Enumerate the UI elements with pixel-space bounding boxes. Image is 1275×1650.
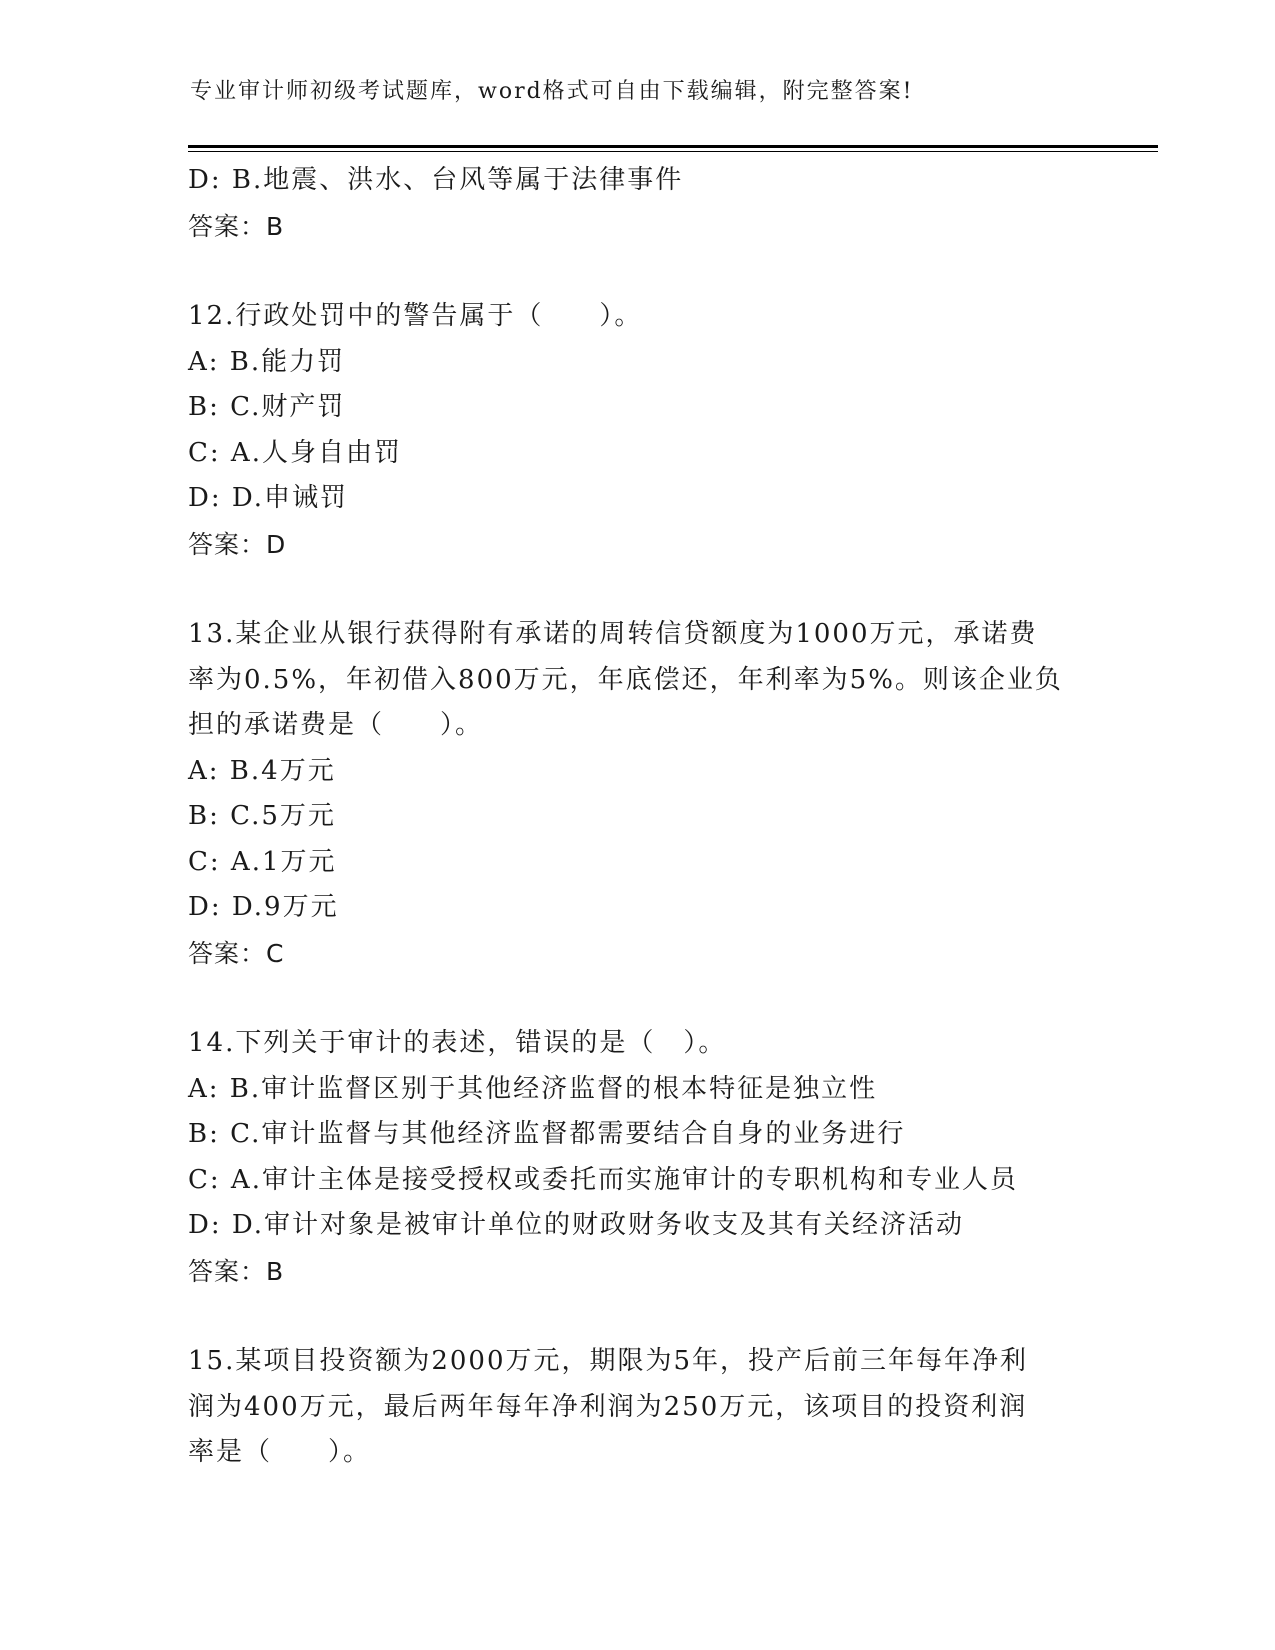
carryover-answer: 答案：B — [188, 211, 285, 241]
option-b: B: C.5万元 — [188, 801, 336, 831]
question-14 — [188, 1021, 1108, 1294]
option-c: C: A.审计主体是接受授权或委托而实施审计的专职机构和专业人员 — [188, 1164, 1018, 1195]
question-stem: 率是（ ）。 — [188, 1437, 372, 1467]
question-stem: 担的承诺费是（ ）。 — [188, 710, 484, 740]
answer: 答案：B — [188, 1256, 285, 1286]
option-b: B: C.财产罚 — [188, 392, 346, 422]
question-stem: 12.行政处罚中的警告属于（ ）。 — [188, 301, 643, 331]
option-d: D: D.9万元 — [188, 892, 339, 922]
header-rule-thin — [188, 151, 1158, 152]
option-a: A: B.4万元 — [188, 755, 336, 786]
option-c: C: A.1万元 — [188, 846, 337, 877]
question-stem: 润为400万元，最后两年每年净利润为250万元，该项目的投资利润 — [188, 1391, 1028, 1422]
question-stem: 率为0.5%，年初借入800万元，年底偿还，年利率为5%。则该企业负 — [188, 664, 1063, 695]
option-c: C: A.人身自由罚 — [188, 437, 402, 468]
header-rule-thick — [188, 145, 1158, 148]
option-a: A: B.审计监督区别于其他经济监督的根本特征是独立性 — [188, 1073, 878, 1104]
question-stem: 14.下列关于审计的表述，错误的是（ ）。 — [188, 1028, 727, 1058]
carryover-option-d: D: B.地震、洪水、台风等属于法律事件 — [188, 165, 684, 195]
option-d: D: D.申诫罚 — [188, 483, 349, 513]
answer: 答案：D — [188, 529, 287, 559]
option-a: A: B.能力罚 — [188, 346, 346, 377]
question-13 — [188, 612, 1108, 976]
question-15 — [188, 1339, 1108, 1476]
question-stem: 15.某项目投资额为2000万元，期限为5年，投产后前三年每年净利 — [188, 1346, 1029, 1376]
page-header: 专业审计师初级考试题库，word格式可自由下载编辑，附完整答案! — [190, 79, 914, 104]
question-content — [188, 158, 1108, 1476]
question-12 — [188, 294, 1108, 567]
option-b: B: C.审计监督与其他经济监督都需要结合自身的业务进行 — [188, 1119, 906, 1149]
option-d: D: D.审计对象是被审计单位的财政财务收支及其有关经济活动 — [188, 1210, 965, 1240]
question-stem: 13.某企业从银行获得附有承诺的周转信贷额度为1000万元，承诺费 — [188, 619, 1038, 649]
answer: 答案：C — [188, 938, 285, 968]
